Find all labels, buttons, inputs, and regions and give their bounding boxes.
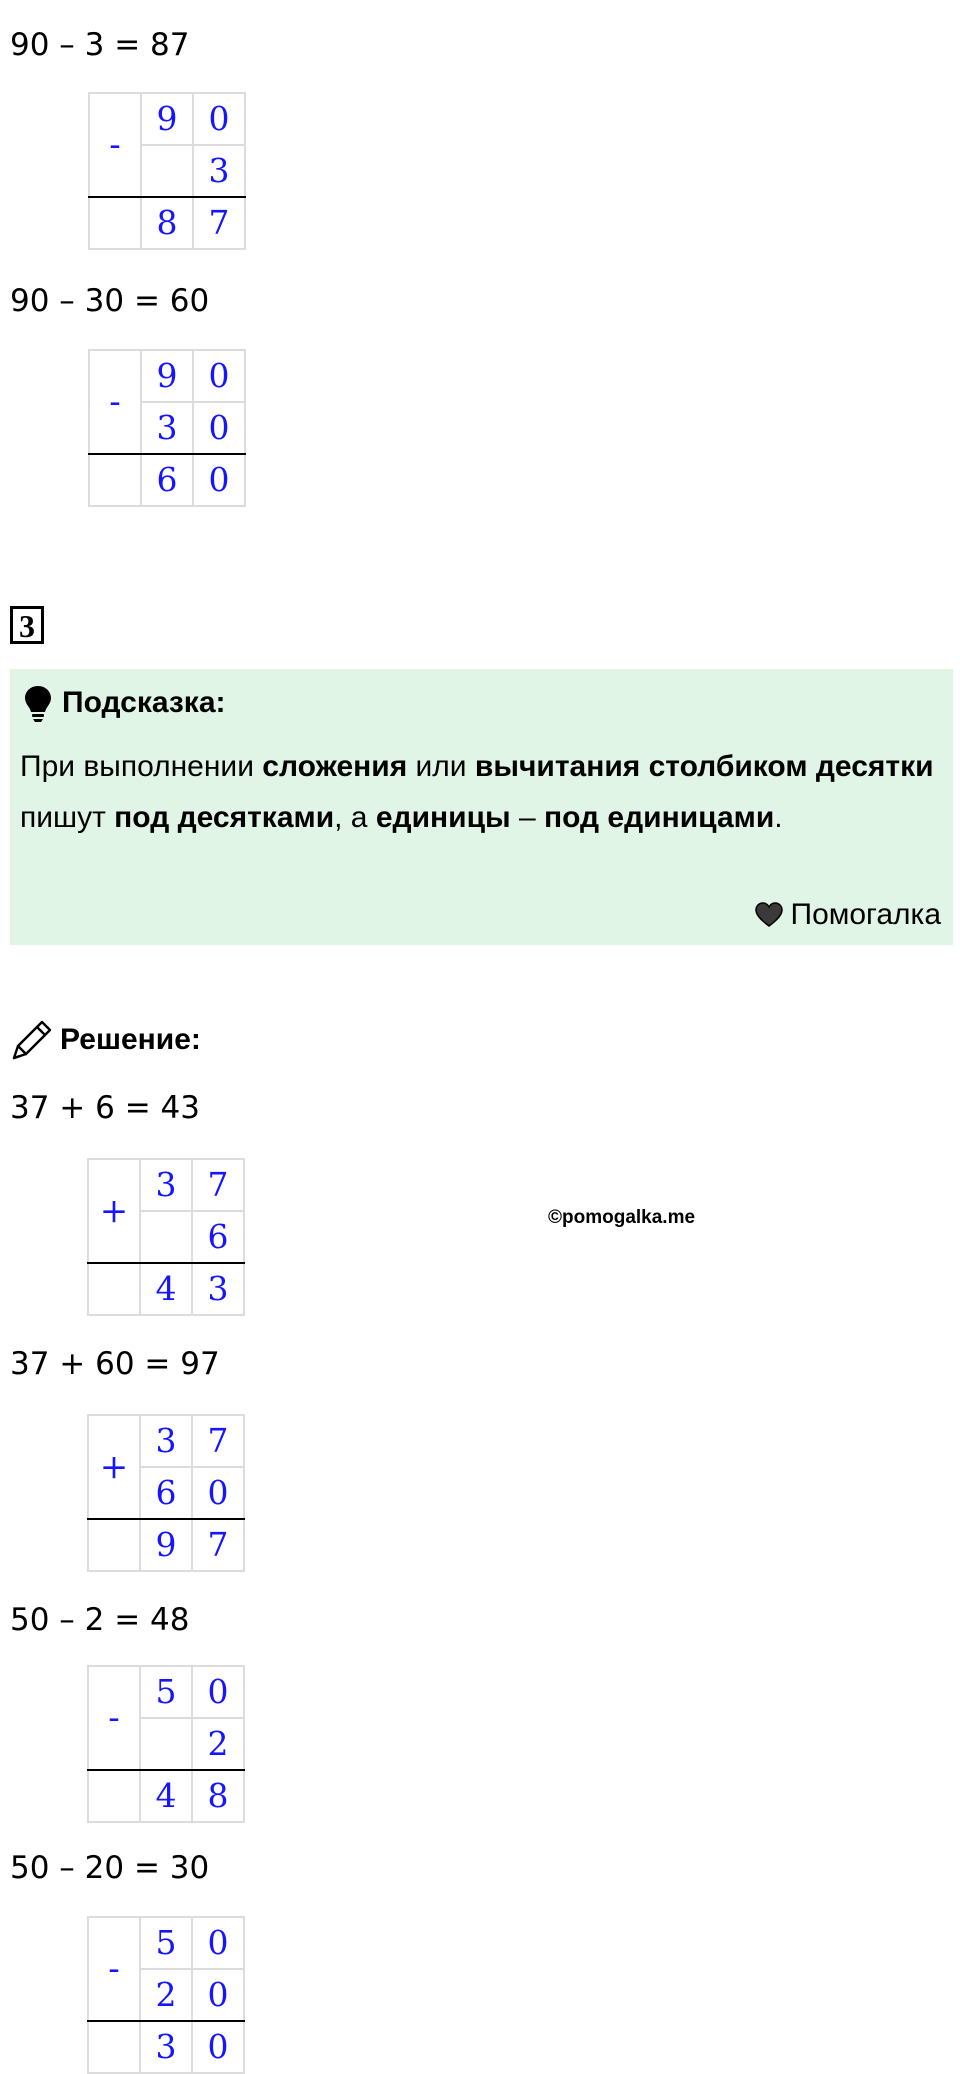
hint-text-fragment: , а [334, 801, 376, 834]
operator-sign: - [90, 351, 142, 453]
hint-text [20, 741, 940, 843]
lightbulb-icon [24, 685, 52, 723]
equation-text: 90 – 3 = 87 [10, 27, 190, 63]
column-addition-grid [87, 1158, 245, 1316]
digit-cell: 7 [194, 198, 246, 250]
hint-bold-fragment: десятки [815, 750, 934, 783]
digit-cell: 3 [193, 1264, 245, 1316]
digit-cell: 7 [193, 1520, 245, 1572]
digit-cell: 3 [194, 146, 246, 198]
digit-cell: 5 [141, 1667, 193, 1719]
digit-cell: 6 [141, 1468, 193, 1520]
hint-text-fragment [808, 750, 816, 783]
result-line [87, 2020, 245, 2022]
equation-text: 90 – 30 = 60 [10, 283, 210, 319]
hint-bold-fragment: вычитания столбиком [474, 750, 808, 783]
digit-cell: 8 [142, 198, 194, 250]
column-subtraction-grid [88, 349, 246, 507]
equation-text: 50 – 20 = 30 [10, 1850, 210, 1886]
empty-cell [89, 2022, 141, 2074]
digit-cell: 8 [193, 1771, 245, 1823]
digit-cell: 7 [193, 1416, 245, 1468]
digit-cell: 9 [142, 94, 194, 146]
hint-text-fragment: пишут [20, 801, 115, 834]
digit-cell: 0 [194, 403, 246, 455]
hint-box [10, 669, 953, 945]
brand-signature [755, 895, 942, 935]
result-line [88, 453, 246, 455]
empty-cell [89, 1264, 141, 1316]
digit-cell: 3 [141, 1416, 193, 1468]
empty-cell [89, 1771, 141, 1823]
digit-cell: 0 [193, 2022, 245, 2074]
column-addition-grid [87, 1414, 245, 1572]
digit-cell: 4 [141, 1771, 193, 1823]
hint-bold-fragment: сложения [262, 750, 408, 783]
task-number-badge: 3 [10, 606, 44, 644]
hint-bold-fragment: под единицами [544, 801, 775, 834]
operator-sign: + [89, 1416, 141, 1518]
column-subtraction-grid [87, 1916, 245, 2074]
digit-cell: 3 [141, 1160, 193, 1212]
result-line [88, 196, 246, 198]
column-subtraction-grid [88, 92, 246, 250]
digit-cell: 5 [141, 1918, 193, 1970]
watermark: ©pomogalka.me [548, 1207, 696, 1228]
empty-cell [90, 455, 142, 507]
hint-text-fragment: При выполнении [20, 750, 263, 783]
digit-cell: 0 [193, 1970, 245, 2022]
digit-cell [141, 1212, 193, 1264]
digit-cell: 2 [141, 1970, 193, 2022]
empty-cell [89, 1520, 141, 1572]
digit-cell: 9 [141, 1520, 193, 1572]
pencil-icon [10, 1018, 54, 1062]
hint-text-fragment: – [510, 801, 544, 834]
digit-cell [142, 146, 194, 198]
digit-cell: 0 [194, 94, 246, 146]
operator-sign: - [90, 94, 142, 196]
empty-cell [90, 198, 142, 250]
solution-title: Решение: [60, 1023, 201, 1056]
digit-cell [141, 1719, 193, 1771]
result-line [87, 1518, 245, 1520]
digit-cell: 0 [193, 1667, 245, 1719]
digit-cell: 3 [142, 403, 194, 455]
digit-cell: 0 [194, 455, 246, 507]
digit-cell: 0 [193, 1918, 245, 1970]
hint-title: Подсказка: [62, 686, 226, 719]
digit-cell: 0 [194, 351, 246, 403]
equation-text: 50 – 2 = 48 [10, 1602, 190, 1638]
equation-text: 37 + 60 = 97 [10, 1346, 220, 1382]
result-line [87, 1769, 245, 1771]
digit-cell: 0 [193, 1468, 245, 1520]
column-subtraction-grid [87, 1665, 245, 1823]
brand-name: Помогалка [790, 898, 941, 931]
digit-cell: 6 [193, 1212, 245, 1264]
hint-bold-fragment: единицы [375, 801, 511, 834]
result-line [87, 1262, 245, 1264]
equation-text: 37 + 6 = 43 [10, 1090, 200, 1126]
hint-text-fragment: или [407, 750, 475, 783]
digit-cell: 9 [142, 351, 194, 403]
operator-sign: + [89, 1160, 141, 1262]
digit-cell: 3 [141, 2022, 193, 2074]
operator-sign: - [89, 1667, 141, 1769]
digit-cell: 4 [141, 1264, 193, 1316]
digit-cell: 6 [142, 455, 194, 507]
operator-sign: - [89, 1918, 141, 2020]
digit-cell: 2 [193, 1719, 245, 1771]
heart-icon [755, 902, 783, 928]
hint-bold-fragment: под десятками [114, 801, 335, 834]
hint-text-fragment: . [774, 801, 783, 834]
solution-header [10, 1018, 201, 1062]
digit-cell: 7 [193, 1160, 245, 1212]
